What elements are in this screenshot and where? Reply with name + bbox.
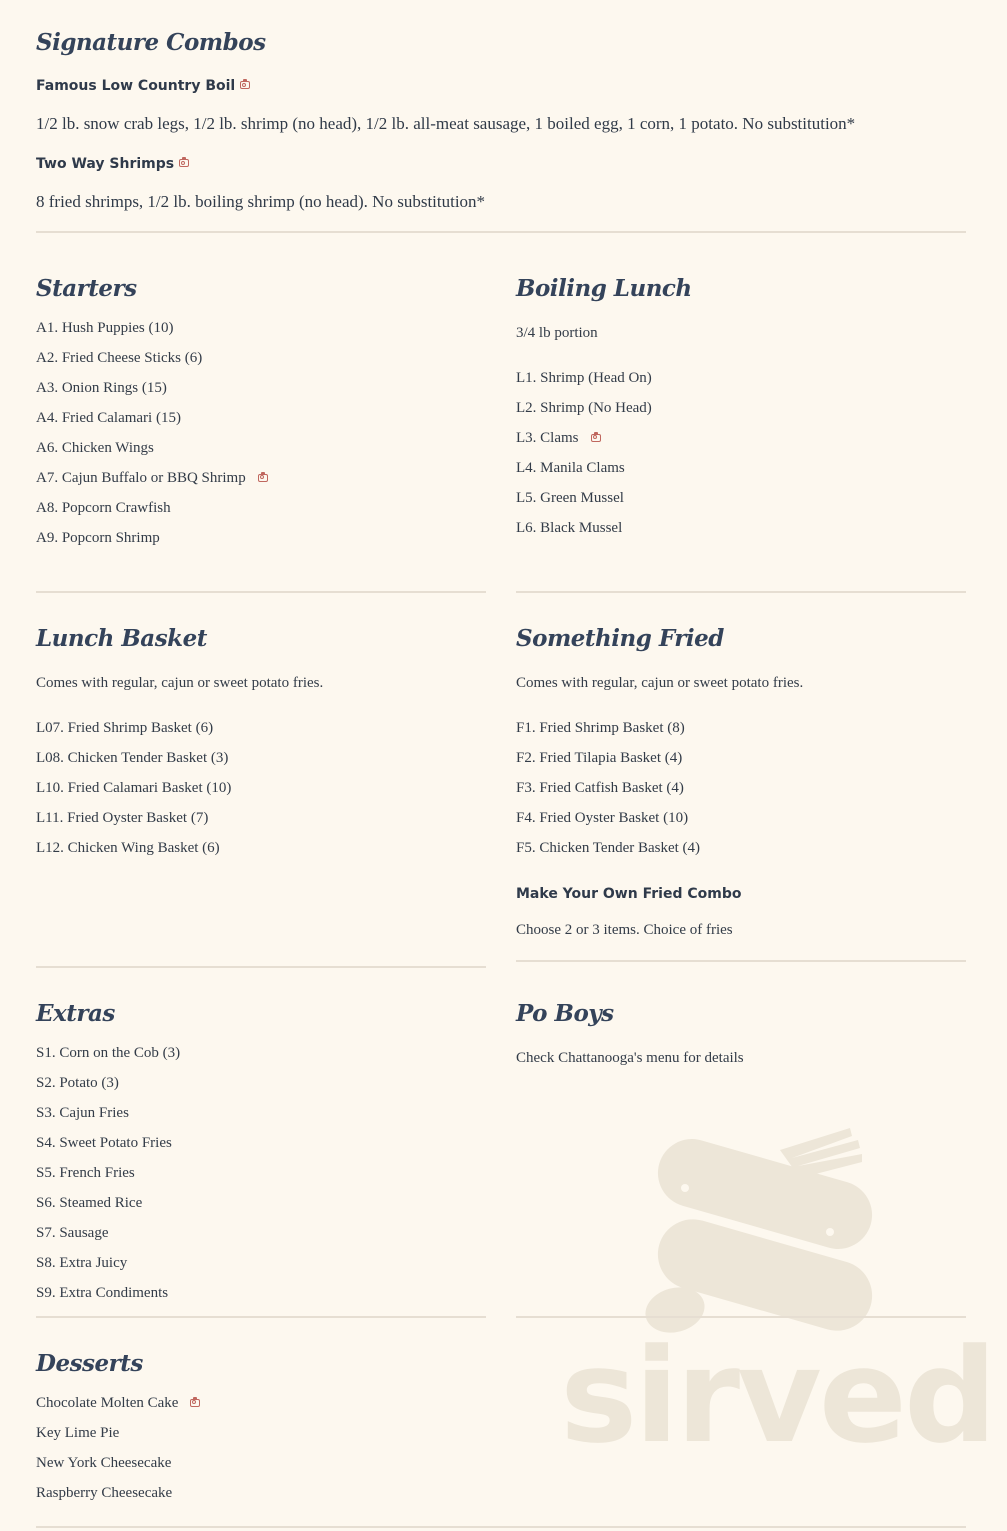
- desserts-list: [36, 1393, 200, 1513]
- list-item: L4. Manila Clams: [516, 460, 625, 476]
- starters-title: Starters: [36, 275, 137, 302]
- divider: [516, 1316, 966, 1318]
- starters-list: [36, 318, 268, 558]
- something-fried-list: [516, 718, 700, 868]
- po-boys-title: Po Boys: [516, 1000, 614, 1027]
- list-item: A3. Onion Rings (15): [36, 380, 167, 396]
- extras-list: [36, 1043, 180, 1313]
- list-item: New York Cheesecake: [36, 1455, 172, 1471]
- list-item: S3. Cajun Fries: [36, 1105, 129, 1121]
- something-fried-title: Something Fried: [516, 625, 724, 652]
- list-item: A9. Popcorn Shrimp: [36, 530, 160, 546]
- po-boys-note: Check Chattanooga's menu for details: [516, 1050, 744, 1066]
- list-item: L6. Black Mussel: [516, 520, 623, 536]
- list-item: S2. Potato (3): [36, 1075, 119, 1091]
- item-name: Two Way Shrimps: [36, 156, 175, 172]
- list-item: A6. Chicken Wings: [36, 440, 154, 456]
- list-item: S8. Extra Juicy: [36, 1255, 128, 1271]
- list-item: Raspberry Cheesecake: [36, 1485, 173, 1501]
- list-item: S1. Corn on the Cob (3): [36, 1045, 181, 1061]
- lunch-basket-list: [36, 718, 231, 868]
- famous-low-country-boil-description: 1/2 lb. snow crab legs, 1/2 lb. shrimp (no head), 1/2 lb. all-meat sausage, 1 boiled egg, 1 corn, 1 potato. No substitution*: [36, 114, 856, 133]
- list-item: L11. Fried Oyster Basket (7): [36, 810, 209, 826]
- signature-combos-title: Signature Combos: [36, 29, 266, 56]
- lunch-basket-title: Lunch Basket: [36, 625, 207, 652]
- lunch-basket-note: Comes with regular, cajun or sweet potato fries.: [36, 675, 324, 691]
- list-item: F5. Chicken Tender Basket (4): [516, 840, 701, 856]
- camera-icon[interactable]: [258, 474, 268, 482]
- sirved-watermark-text: sirved: [560, 1320, 995, 1472]
- list-item: L5. Green Mussel: [516, 490, 624, 506]
- list-item: [516, 428, 652, 458]
- list-item: F4. Fried Oyster Basket (10): [516, 810, 689, 826]
- list-item: S6. Steamed Rice: [36, 1195, 143, 1211]
- two-way-shrimps-description: 8 fried shrimps, 1/2 lb. boiling shrimp (no head). No substitution*: [36, 192, 486, 211]
- list-item: F2. Fried Tilapia Basket (4): [516, 750, 683, 766]
- menu-item-two-way-shrimps: [36, 156, 189, 172]
- list-item: A8. Popcorn Crawfish: [36, 500, 171, 516]
- boiling-lunch-title: Boiling Lunch: [516, 275, 692, 302]
- camera-icon[interactable]: [179, 159, 189, 167]
- something-fried-note: Comes with regular, cajun or sweet potato fries.: [516, 675, 804, 691]
- item-name: L3. Clams: [516, 430, 579, 446]
- list-item: L12. Chicken Wing Basket (6): [36, 840, 220, 856]
- list-item: [36, 468, 268, 498]
- desserts-title: Desserts: [36, 1350, 143, 1377]
- divider: [516, 591, 966, 593]
- list-item: A2. Fried Cheese Sticks (6): [36, 350, 203, 366]
- list-item: L2. Shrimp (No Head): [516, 400, 652, 416]
- item-name: Famous Low Country Boil: [36, 78, 236, 94]
- list-item: F1. Fried Shrimp Basket (8): [516, 720, 685, 736]
- menu-item-famous-low-country-boil: [36, 78, 250, 94]
- fried-combo-description: Choose 2 or 3 items. Choice of fries: [516, 922, 733, 938]
- divider: [36, 1316, 486, 1318]
- make-your-own-fried-combo-title: Make Your Own Fried Combo: [516, 886, 742, 902]
- item-name: A7. Cajun Buffalo or BBQ Shrimp: [36, 470, 246, 486]
- camera-icon[interactable]: [240, 81, 250, 89]
- list-item: L07. Fried Shrimp Basket (6): [36, 720, 214, 736]
- boiling-lunch-list: [516, 368, 652, 548]
- extras-title: Extras: [36, 1000, 115, 1027]
- list-item: F3. Fried Catfish Basket (4): [516, 780, 684, 796]
- list-item: A4. Fried Calamari (15): [36, 410, 181, 426]
- list-item: [36, 1393, 200, 1423]
- list-item: S5. French Fries: [36, 1165, 135, 1181]
- divider: [36, 591, 486, 593]
- list-item: S4. Sweet Potato Fries: [36, 1135, 172, 1151]
- divider: [36, 966, 486, 968]
- list-item: S9. Extra Condiments: [36, 1285, 169, 1301]
- camera-icon[interactable]: [591, 434, 601, 442]
- list-item: L10. Fried Calamari Basket (10): [36, 780, 232, 796]
- boiling-lunch-note: 3/4 lb portion: [516, 325, 598, 341]
- list-item: L1. Shrimp (Head On): [516, 370, 652, 386]
- list-item: L08. Chicken Tender Basket (3): [36, 750, 229, 766]
- list-item: S7. Sausage: [36, 1225, 109, 1241]
- divider: [516, 960, 966, 962]
- divider: [36, 231, 966, 233]
- item-name: Chocolate Molten Cake: [36, 1395, 179, 1411]
- divider: [36, 1526, 966, 1528]
- camera-icon[interactable]: [190, 1399, 200, 1407]
- list-item: Key Lime Pie: [36, 1425, 120, 1441]
- list-item: A1. Hush Puppies (10): [36, 320, 174, 336]
